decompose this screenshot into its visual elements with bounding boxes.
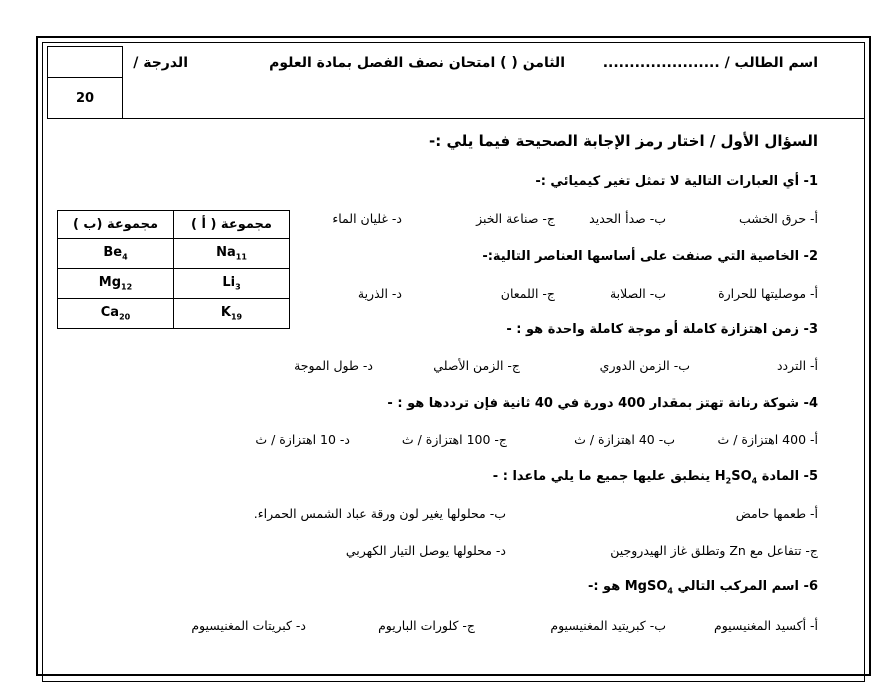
- q3-option-a: أ- التردد: [776, 358, 818, 373]
- q1-option-d: د- غليان الماء: [332, 211, 402, 226]
- element-groups-table: [57, 210, 290, 329]
- student-name-label: اسم الطالب / ......................: [602, 55, 818, 71]
- q2-option-a: أ- موصليتها للحرارة: [718, 286, 818, 301]
- q6-option-c: ج- كلورات الباريوم: [378, 618, 475, 633]
- group-b-cell: $Be_4$: [58, 239, 174, 269]
- group-a-cell: $Li_3$: [174, 269, 290, 299]
- question-3: 3- زمن اهتزازة كاملة أو موجة كاملة واحدة هو : -: [506, 322, 818, 337]
- question-4: 4- شوكة رنانة تهتز بمقدار 400 دورة في 40 ثانية فإن ترددها هو : -: [387, 396, 818, 411]
- q3-option-c: ج- الزمن الأصلي: [433, 358, 520, 373]
- q1-option-b: ب- صدأ الحديد: [589, 211, 666, 226]
- q5-option-a: أ- طعمها حامض: [735, 506, 818, 521]
- exam-title: الثامن ( ) امتحان نصف الفصل بمادة العلوم: [269, 55, 565, 71]
- question-6: 6- اسم المركب التالي MgSO$_4$ هو :-: [587, 579, 818, 596]
- header-separator: [123, 118, 865, 119]
- question-1: 1- أي العبارات التالية لا تمثل تغير كيميائي :-: [535, 174, 818, 189]
- q2-option-b: ب- الصلابة: [609, 286, 666, 301]
- q2-option-c: ج- اللمعان: [500, 286, 555, 301]
- q6-option-b: ب- كبريتيد المغنيسيوم: [550, 618, 666, 633]
- q6-option-d: د- كبريتات المغنيسيوم: [191, 618, 306, 633]
- q5-option-c: ج- تتفاعل مع Zn وتطلق غاز الهيدروجين: [610, 543, 818, 558]
- q2-option-d: د- الذرية: [357, 286, 402, 301]
- question-5: 5- المادة $H_2SO_4$ ينطبق عليها جميع ما يلي ماعدا : -: [492, 469, 818, 486]
- group-b-cell: $Ca_{20}$: [58, 299, 174, 329]
- score-box: [47, 46, 123, 119]
- q3-option-d: د- طول الموجة: [294, 358, 373, 373]
- q4-option-c: ج- 100 اهتزازة / ث: [401, 432, 507, 447]
- q6-option-a: أ- أكسيد المغنيسيوم: [713, 618, 818, 633]
- formula-mgso4: MgSO$_4$: [624, 579, 673, 596]
- group-b-header: مجموعة (ب ): [58, 211, 174, 239]
- total-score: 20: [75, 91, 95, 106]
- q4-option-d: د- 10 اهتزازة / ث: [255, 432, 350, 447]
- grade-label: الدرجة /: [133, 55, 188, 71]
- group-a-cell: $Na_{11}$: [174, 239, 290, 269]
- q5-option-d: د- محلولها يوصل التيار الكهربي: [345, 543, 506, 558]
- q3-option-b: ب- الزمن الدوري: [599, 358, 690, 373]
- group-b-cell: $Mg_{12}$: [58, 269, 174, 299]
- section-title: السؤال الأول / اختار رمز الإجابة الصحيحة فيما يلي :-: [429, 132, 818, 150]
- group-a-cell: $K_{19}$: [174, 299, 290, 329]
- group-a-header: مجموعة ( أ ): [174, 211, 290, 239]
- q4-option-b: ب- 40 اهتزازة / ث: [574, 432, 675, 447]
- q1-option-a: أ- حرق الخشب: [738, 211, 818, 226]
- q1-option-c: ج- صناعة الخبز: [476, 211, 555, 226]
- question-2: 2- الخاصية التي صنفت على أساسها العناصر التالية:-: [482, 249, 818, 264]
- score-divider: [48, 77, 122, 78]
- q5-option-b: ب- محلولها يغير لون ورقة عباد الشمس الحمراء.: [253, 506, 506, 521]
- q4-option-a: أ- 400 اهتزازة / ث: [717, 432, 818, 447]
- formula-h2so4: $H_2SO_4$: [714, 469, 758, 486]
